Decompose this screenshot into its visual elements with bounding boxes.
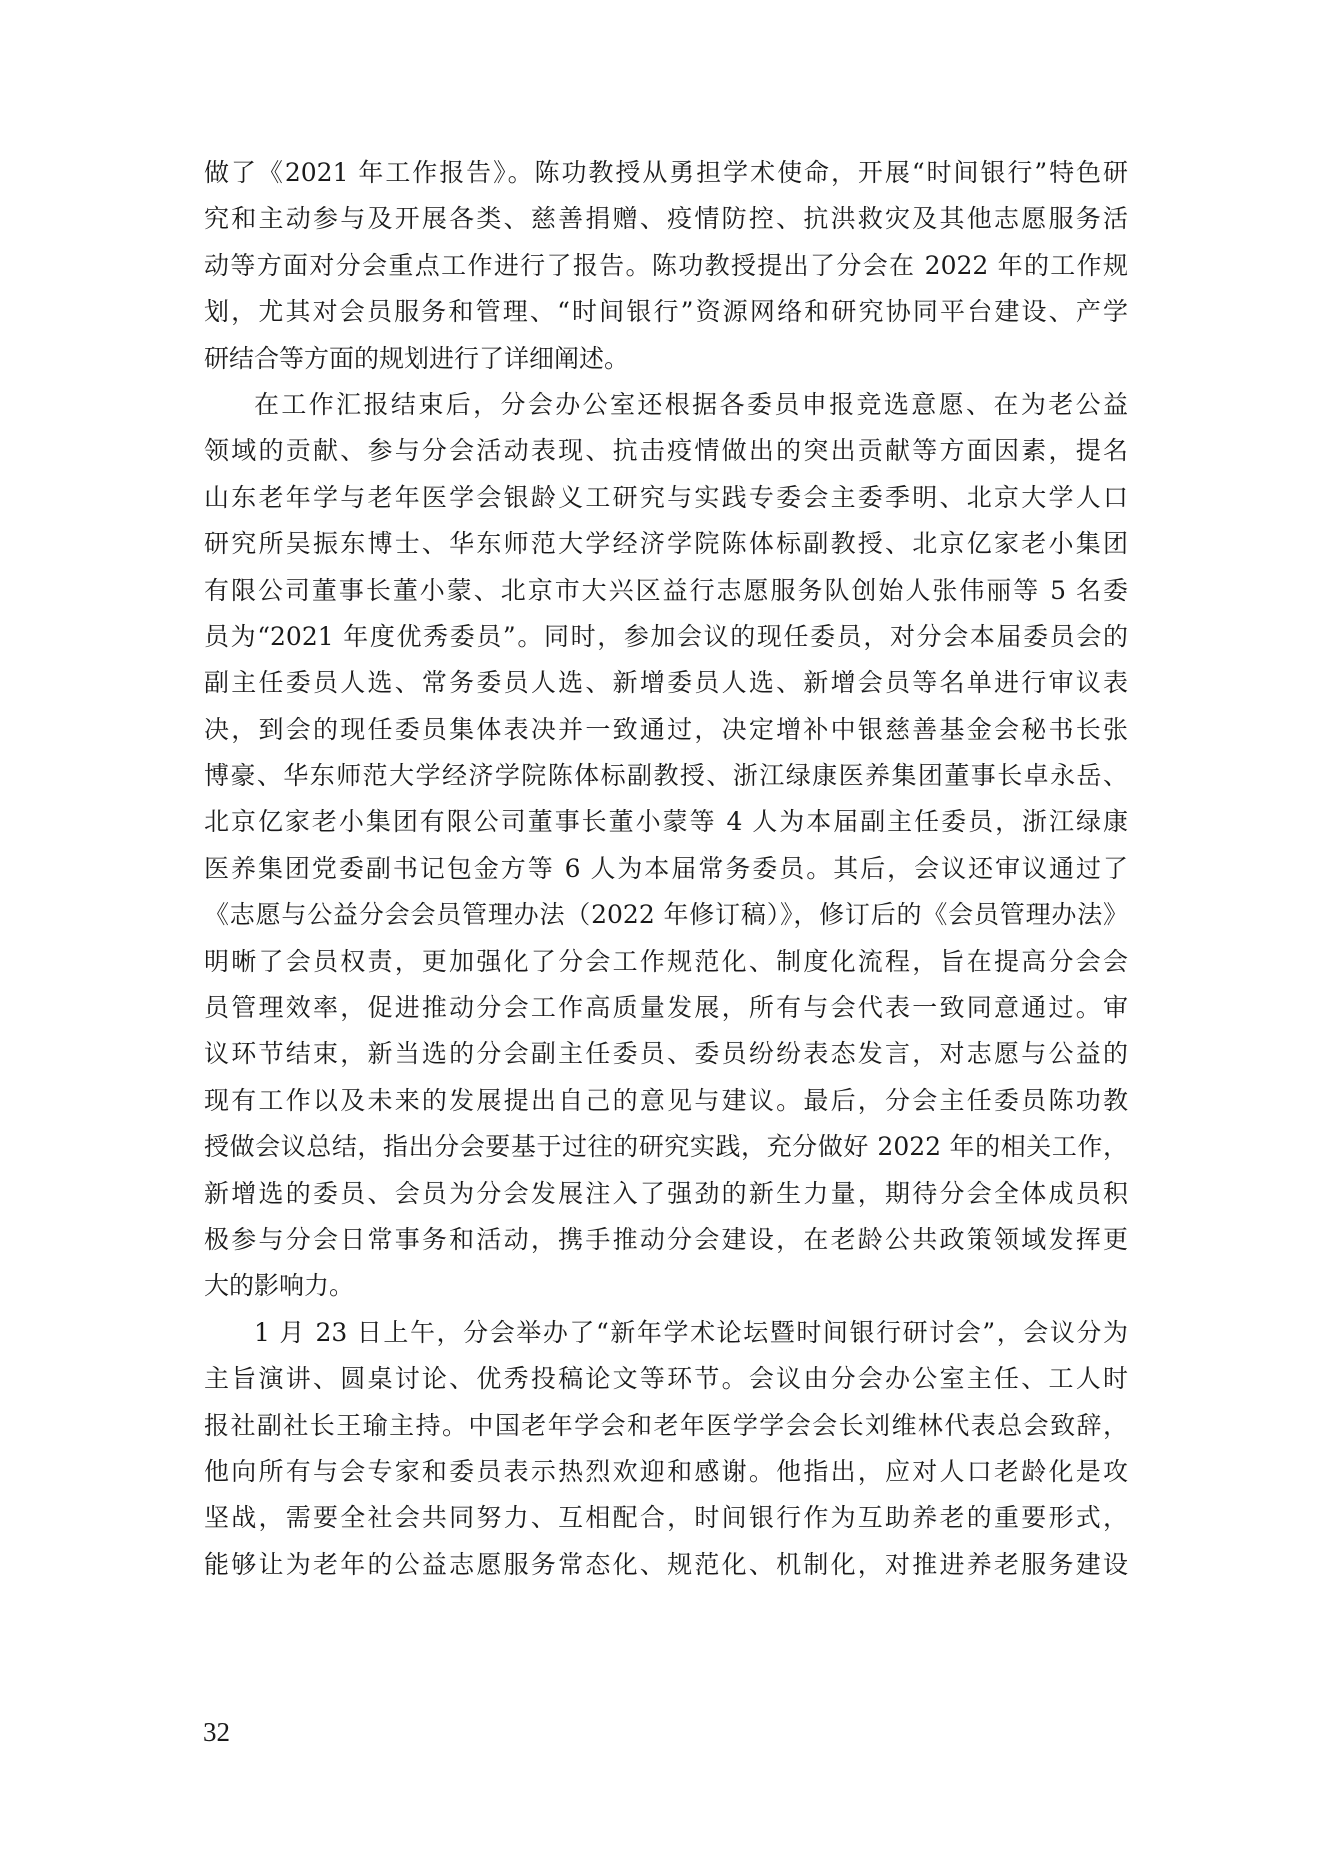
text-line: 做了《2021 年工作报告》。陈功教授从勇担学术使命，开展“时间银行”特色研 [204,158,1128,187]
text-line: 山东老年学与老年医学会银龄义工研究与实践专委会主委季明、北京大学人口 [204,482,1128,512]
text-line: 授做会议总结，指出分会要基于过往的研究实践，充分做好 2022 年的相关工作， [204,1132,1128,1162]
text-line: 究和主动参与及开展各类、慈善捐赠、疫情防控、抗洪救灾及其他志愿服务活 [204,204,1128,234]
body-text [204,150,1128,1588]
text-line: 现有工作以及未来的发展提出自己的意见与建议。最后，分会主任委员陈功教 [204,1085,1128,1115]
text-line: 极参与分会日常事务和活动，携手推动分会建设，在老龄公共政策领域发挥更 [204,1224,1128,1254]
text-line: 新增选的委员、会员为分会发展注入了强劲的新生力量，期待分会全体成员积 [204,1178,1128,1208]
text-line: 员管理效率，促进推动分会工作高质量发展，所有与会代表一致同意通过。审 [204,993,1128,1023]
text-line: 主旨演讲、圆桌讨论、优秀投稿论文等环节。会议由分会办公室主任、工人时 [204,1364,1128,1394]
paragraph-3 [204,1310,1128,1588]
paragraph-2 [204,382,1128,1310]
text-line: 大的影响力。 [204,1271,355,1301]
text-line: 医养集团党委副书记包金方等 6 人为本届常务委员。其后，会议还审议通过了 [204,853,1128,883]
text-line: 决，到会的现任委员集体表决并一致通过，决定增补中银慈善基金会秘书长张 [204,714,1128,744]
text-line: 北京亿家老小集团有限公司董事长董小蒙等 4 人为本届副主任委员，浙江绿康 [204,807,1128,837]
text-line: 议环节结束，新当选的分会副主任委员、委员纷纷表态发言，对志愿与公益的 [204,1039,1128,1069]
text-line: 研究所吴振东博士、华东师范大学经济学院陈体标副教授、北京亿家老小集团 [204,529,1128,559]
text-line: 明晰了会员权责，更加强化了分会工作规范化、制度化流程，旨在提高分会会 [204,946,1128,976]
text-line: 坚战，需要全社会共同努力、互相配合，时间银行作为互助养老的重要形式， [204,1503,1128,1533]
text-line: 报社副社长王瑜主持。中国老年学会和老年医学学会会长刘维林代表总会致辞， [204,1410,1128,1440]
text-line: 动等方面对分会重点工作进行了报告。陈功教授提出了分会在 2022 年的工作规 [204,250,1128,280]
text-line: 能够让为老年的公益志愿服务常态化、规范化、机制化，对推进养老服务建设 [204,1549,1128,1579]
text-line: 研结合等方面的规划进行了详细阐述。 [204,343,630,373]
text-line: 员为“2021 年度优秀委员”。同时，参加会议的现任委员，对分会本届委员会的 [204,621,1128,651]
page-number: 32 [203,1717,230,1747]
text-line: 有限公司董事长董小蒙、北京市大兴区益行志愿服务队创始人张伟丽等 5 名委 [204,575,1128,605]
text-line: 划，尤其对会员服务和管理、“时间银行”资源网络和研究协同平台建设、产学 [204,297,1128,327]
text-line: 1 月 23 日上午，分会举办了“新年学术论坛暨时间银行研讨会”，会议分为 [254,1317,1128,1347]
text-line: 领域的贡献、参与分会活动表现、抗击疫情做出的突出贡献等方面因素，提名 [204,436,1128,466]
text-line: 副主任委员人选、常务委员人选、新增委员人选、新增会员等名单进行审议表 [204,668,1128,698]
text-line: 在工作汇报结束后，分会办公室还根据各委员申报竞选意愿、在为老公益 [254,389,1128,419]
text-line: 他向所有与会专家和委员表示热烈欢迎和感谢。他指出，应对人口老龄化是攻 [204,1456,1128,1486]
paragraph-1 [204,150,1128,382]
text-line: 《志愿与公益分会会员管理办法（2022 年修订稿）》，修订后的《会员管理办法》 [204,900,1128,930]
text-line: 博豪、华东师范大学经济学院陈体标副教授、浙江绿康医养集团董事长卓永岳、 [204,761,1128,791]
